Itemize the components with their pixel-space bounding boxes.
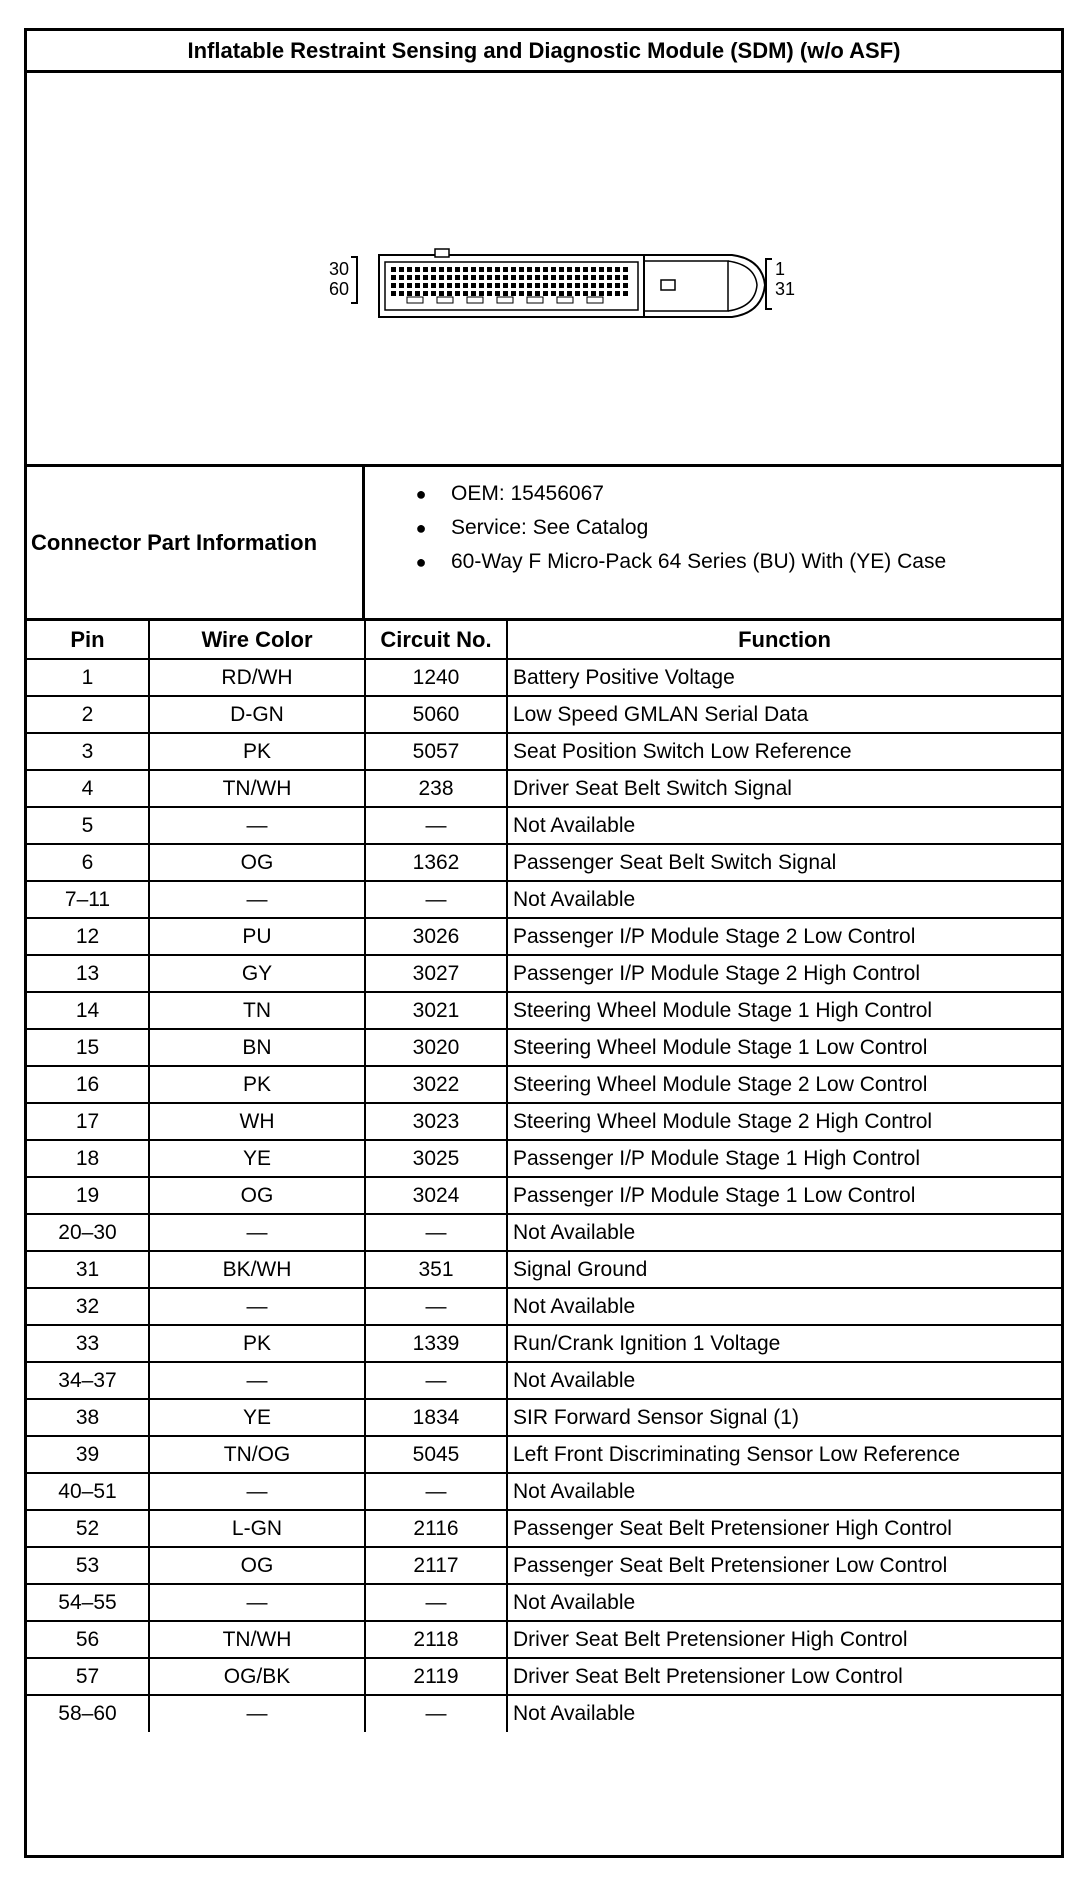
circuit-no-cell: —: [365, 1695, 507, 1732]
function-cell: Not Available: [507, 881, 1061, 918]
circuit-no-cell: 3021: [365, 992, 507, 1029]
pin-cell: 7–11: [27, 881, 149, 918]
pin-cell: 1: [27, 659, 149, 696]
function-cell: Passenger I/P Module Stage 1 High Control: [507, 1140, 1061, 1177]
wire-color-cell: WH: [149, 1103, 365, 1140]
wire-color-cell: PK: [149, 733, 365, 770]
pin-cell: 18: [27, 1140, 149, 1177]
function-cell: Passenger Seat Belt Switch Signal: [507, 844, 1061, 881]
circuit-no-cell: 3020: [365, 1029, 507, 1066]
pin-label-31: 31: [775, 279, 796, 299]
pin-cell: 52: [27, 1510, 149, 1547]
circuit-no-cell: —: [365, 1288, 507, 1325]
table-row: [27, 1547, 1061, 1584]
function-cell: Signal Ground: [507, 1251, 1061, 1288]
wire-color-cell: TN/WH: [149, 770, 365, 807]
wire-color-cell: PU: [149, 918, 365, 955]
pin-cell: 2: [27, 696, 149, 733]
wire-color-cell: OG/BK: [149, 1658, 365, 1695]
pin-cell: 3: [27, 733, 149, 770]
table-row: [27, 1473, 1061, 1510]
function-cell: Passenger I/P Module Stage 2 High Control: [507, 955, 1061, 992]
connector-figure: [27, 73, 1061, 467]
function-cell: Not Available: [507, 1584, 1061, 1621]
pin-cell: 12: [27, 918, 149, 955]
function-cell: Passenger I/P Module Stage 2 Low Control: [507, 918, 1061, 955]
circuit-no-cell: 3027: [365, 955, 507, 992]
bullet-icon: ●: [415, 484, 427, 504]
function-cell: SIR Forward Sensor Signal (1): [507, 1399, 1061, 1436]
pin-cell: 53: [27, 1547, 149, 1584]
connector-sheet: [24, 28, 1064, 1858]
table-row: [27, 1584, 1061, 1621]
pin-cell: 13: [27, 955, 149, 992]
header-function: Function: [507, 621, 1061, 659]
pin-cell: 5: [27, 807, 149, 844]
function-cell: Driver Seat Belt Pretensioner High Control: [507, 1621, 1061, 1658]
circuit-no-cell: 1834: [365, 1399, 507, 1436]
pin-cell: 38: [27, 1399, 149, 1436]
connector-diagram: [27, 73, 1061, 464]
wire-color-cell: YE: [149, 1399, 365, 1436]
table-row: [27, 1621, 1061, 1658]
circuit-no-cell: 1339: [365, 1325, 507, 1362]
table-row: [27, 1399, 1061, 1436]
wire-color-cell: OG: [149, 1547, 365, 1584]
circuit-no-cell: 1240: [365, 659, 507, 696]
table-row: [27, 1362, 1061, 1399]
function-cell: Not Available: [507, 1288, 1061, 1325]
function-cell: Run/Crank Ignition 1 Voltage: [507, 1325, 1061, 1362]
connector-info-list: [365, 467, 946, 618]
circuit-no-cell: 5045: [365, 1436, 507, 1473]
table-row: [27, 1177, 1061, 1214]
table-row: [27, 1251, 1061, 1288]
circuit-no-cell: 238: [365, 770, 507, 807]
pinout-table-body: [27, 659, 1061, 1732]
pin-cell: 58–60: [27, 1695, 149, 1732]
table-row: [27, 1103, 1061, 1140]
circuit-no-cell: 2119: [365, 1658, 507, 1695]
function-cell: Not Available: [507, 1362, 1061, 1399]
circuit-no-cell: —: [365, 1473, 507, 1510]
wire-color-cell: OG: [149, 1177, 365, 1214]
connector-info-item: ● 60-Way F Micro-Pack 64 Series (BU) With (YE) Case: [365, 545, 946, 579]
circuit-no-cell: 2117: [365, 1547, 507, 1584]
table-row: [27, 1510, 1061, 1547]
table-row: [27, 770, 1061, 807]
circuit-no-cell: 3023: [365, 1103, 507, 1140]
wire-color-cell: TN: [149, 992, 365, 1029]
function-cell: Not Available: [507, 1695, 1061, 1732]
pin-cell: 34–37: [27, 1362, 149, 1399]
table-row: [27, 1214, 1061, 1251]
pin-cell: 20–30: [27, 1214, 149, 1251]
circuit-no-cell: 3024: [365, 1177, 507, 1214]
connector-part-information: [27, 467, 1061, 621]
circuit-no-cell: —: [365, 1584, 507, 1621]
wire-color-cell: —: [149, 881, 365, 918]
function-cell: Left Front Discriminating Sensor Low Reference: [507, 1436, 1061, 1473]
wire-color-cell: D-GN: [149, 696, 365, 733]
page-title: Inflatable Restraint Sensing and Diagnostic Module (SDM) (w/o ASF): [27, 31, 1061, 73]
wire-color-cell: —: [149, 1214, 365, 1251]
table-header-row: [27, 621, 1061, 659]
table-row: [27, 1029, 1061, 1066]
wire-color-cell: L-GN: [149, 1510, 365, 1547]
wire-color-cell: BK/WH: [149, 1251, 365, 1288]
circuit-no-cell: —: [365, 881, 507, 918]
wire-color-cell: TN/OG: [149, 1436, 365, 1473]
pin-cell: 31: [27, 1251, 149, 1288]
table-row: [27, 659, 1061, 696]
pin-cell: 57: [27, 1658, 149, 1695]
function-cell: Battery Positive Voltage: [507, 659, 1061, 696]
pin-cell: 32: [27, 1288, 149, 1325]
wire-color-cell: YE: [149, 1140, 365, 1177]
header-wire-color: Wire Color: [149, 621, 365, 659]
circuit-no-cell: 5060: [365, 696, 507, 733]
wire-color-cell: TN/WH: [149, 1621, 365, 1658]
pin-cell: 54–55: [27, 1584, 149, 1621]
function-cell: Not Available: [507, 1473, 1061, 1510]
pin-cell: 4: [27, 770, 149, 807]
wire-color-cell: —: [149, 1584, 365, 1621]
wire-color-cell: —: [149, 1288, 365, 1325]
pin-cell: 17: [27, 1103, 149, 1140]
pin-cell: 39: [27, 1436, 149, 1473]
pin-label-1: 1: [775, 259, 786, 279]
pinout-table: [27, 621, 1061, 1732]
circuit-no-cell: 3026: [365, 918, 507, 955]
circuit-no-cell: 351: [365, 1251, 507, 1288]
pin-label-30: 30: [328, 259, 349, 279]
header-circuit-no: Circuit No.: [365, 621, 507, 659]
wire-color-cell: RD/WH: [149, 659, 365, 696]
table-row: [27, 733, 1061, 770]
function-cell: Steering Wheel Module Stage 2 High Control: [507, 1103, 1061, 1140]
circuit-no-cell: —: [365, 1362, 507, 1399]
table-row: [27, 844, 1061, 881]
function-cell: Seat Position Switch Low Reference: [507, 733, 1061, 770]
pin-cell: 33: [27, 1325, 149, 1362]
header-pin: Pin: [27, 621, 149, 659]
function-cell: Passenger Seat Belt Pretensioner High Control: [507, 1510, 1061, 1547]
connector-info-item: ● OEM: 15456067: [365, 477, 946, 511]
wire-color-cell: OG: [149, 844, 365, 881]
table-row: [27, 807, 1061, 844]
pin-cell: 16: [27, 1066, 149, 1103]
table-row: [27, 696, 1061, 733]
pin-cell: 56: [27, 1621, 149, 1658]
circuit-no-cell: —: [365, 807, 507, 844]
bullet-icon: ●: [415, 552, 427, 572]
wire-color-cell: —: [149, 1362, 365, 1399]
function-cell: Steering Wheel Module Stage 1 High Control: [507, 992, 1061, 1029]
circuit-no-cell: 5057: [365, 733, 507, 770]
pin-cell: 6: [27, 844, 149, 881]
table-row: [27, 881, 1061, 918]
connector-info-label: Connector Part Information: [27, 467, 365, 618]
wire-color-cell: GY: [149, 955, 365, 992]
circuit-no-cell: 3025: [365, 1140, 507, 1177]
function-cell: Steering Wheel Module Stage 2 Low Control: [507, 1066, 1061, 1103]
wire-color-cell: —: [149, 807, 365, 844]
table-row: [27, 918, 1061, 955]
function-cell: Not Available: [507, 1214, 1061, 1251]
circuit-no-cell: 3022: [365, 1066, 507, 1103]
bullet-icon: ●: [415, 518, 427, 538]
wire-color-cell: BN: [149, 1029, 365, 1066]
table-row: [27, 1288, 1061, 1325]
function-cell: Passenger I/P Module Stage 1 Low Control: [507, 1177, 1061, 1214]
wire-color-cell: PK: [149, 1066, 365, 1103]
circuit-no-cell: 2116: [365, 1510, 507, 1547]
function-cell: Not Available: [507, 807, 1061, 844]
function-cell: Passenger Seat Belt Pretensioner Low Control: [507, 1547, 1061, 1584]
circuit-no-cell: 1362: [365, 844, 507, 881]
pin-cell: 14: [27, 992, 149, 1029]
connector-info-item: ● Service: See Catalog: [365, 511, 946, 545]
wire-color-cell: —: [149, 1695, 365, 1732]
function-cell: Driver Seat Belt Switch Signal: [507, 770, 1061, 807]
pin-cell: 15: [27, 1029, 149, 1066]
table-row: [27, 1325, 1061, 1362]
table-row: [27, 1436, 1061, 1473]
wire-color-cell: —: [149, 1473, 365, 1510]
pin-cell: 40–51: [27, 1473, 149, 1510]
function-cell: Driver Seat Belt Pretensioner Low Control: [507, 1658, 1061, 1695]
pin-label-60: 60: [328, 279, 349, 299]
circuit-no-cell: —: [365, 1214, 507, 1251]
pin-cell: 19: [27, 1177, 149, 1214]
circuit-no-cell: 2118: [365, 1621, 507, 1658]
function-cell: Low Speed GMLAN Serial Data: [507, 696, 1061, 733]
table-row: [27, 1695, 1061, 1732]
function-cell: Steering Wheel Module Stage 1 Low Control: [507, 1029, 1061, 1066]
table-row: [27, 955, 1061, 992]
table-row: [27, 1066, 1061, 1103]
table-row: [27, 992, 1061, 1029]
table-row: [27, 1658, 1061, 1695]
table-row: [27, 1140, 1061, 1177]
wire-color-cell: PK: [149, 1325, 365, 1362]
